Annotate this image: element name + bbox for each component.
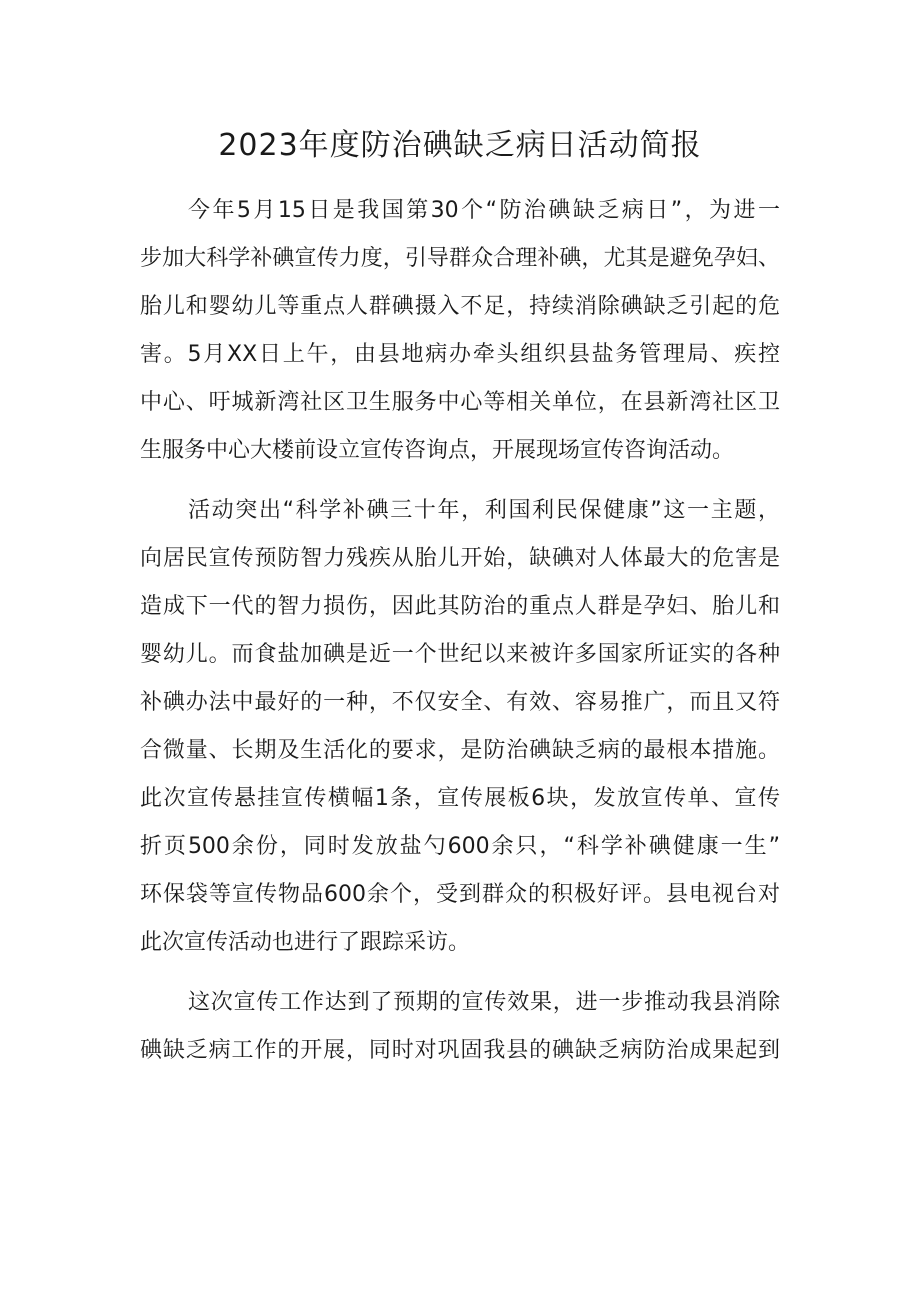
paragraph-line: 胎儿和婴幼儿等重点人群碘摄入不足，持续消除碘缺乏引起的危 — [140, 294, 780, 319]
paragraph-line: 合微量、长期及生活化的要求，是防治碘缺乏病的最根本措施。 — [140, 738, 780, 763]
paragraph-line: 此次宣传悬挂宣传横幅1条，宣传展板6块，发放宣传单、宣传 — [140, 786, 780, 811]
paragraph-line: 折页500余份，同时发放盐勺600余只，“科学补碘健康一生” — [140, 834, 780, 859]
paragraph-3 — [140, 979, 780, 1075]
paragraph-line: 活动突出“科学补碘三十年，利国利民保健康”这一主题， — [188, 498, 780, 523]
paragraph-line: 生服务中心大楼前设立宣传咨询点，开展现场宣传咨询活动。 — [140, 438, 735, 463]
document-title: 2023年度防治碘缺乏病日活动简报 — [218, 128, 702, 163]
paragraph-line: 此次宣传活动也进行了跟踪采访。 — [140, 930, 471, 955]
paragraph-line: 补碘办法中最好的一种，不仅安全、有效、容易推广，而且又符 — [140, 690, 780, 715]
paragraph-1 — [140, 187, 780, 475]
paragraph-line: 今年5月15日是我国第30个“防治碘缺乏病日”，为进一 — [188, 198, 780, 223]
paragraph-line: 害。5月XX日上午，由县地病办牵头组织县盐务管理局、疾控 — [140, 342, 780, 367]
paragraph-line: 步加大科学补碘宣传力度，引导群众合理补碘，尤其是避免孕妇、 — [140, 246, 780, 271]
paragraph-line: 碘缺乏病工作的开展，同时对巩固我县的碘缺乏病防治成果起到 — [140, 1038, 780, 1063]
paragraph-line: 婴幼儿。而食盐加碘是近一个世纪以来被许多国家所证实的各种 — [140, 642, 780, 667]
paragraph-line: 造成下一代的智力损伤，因此其防治的重点人群是孕妇、胎儿和 — [140, 594, 780, 619]
paragraph-line: 这次宣传工作达到了预期的宣传效果，进一步推动我县消除 — [188, 990, 780, 1015]
paragraph-line: 向居民宣传预防智力残疾从胎儿开始，缺碘对人体最大的危害是 — [140, 546, 780, 571]
paragraph-line: 中心、吁城新湾社区卫生服务中心等相关单位，在县新湾社区卫 — [140, 390, 780, 415]
paragraph-line: 环保袋等宣传物品600余个，受到群众的积极好评。县电视台对 — [140, 882, 780, 907]
paragraph-2 — [140, 487, 780, 967]
